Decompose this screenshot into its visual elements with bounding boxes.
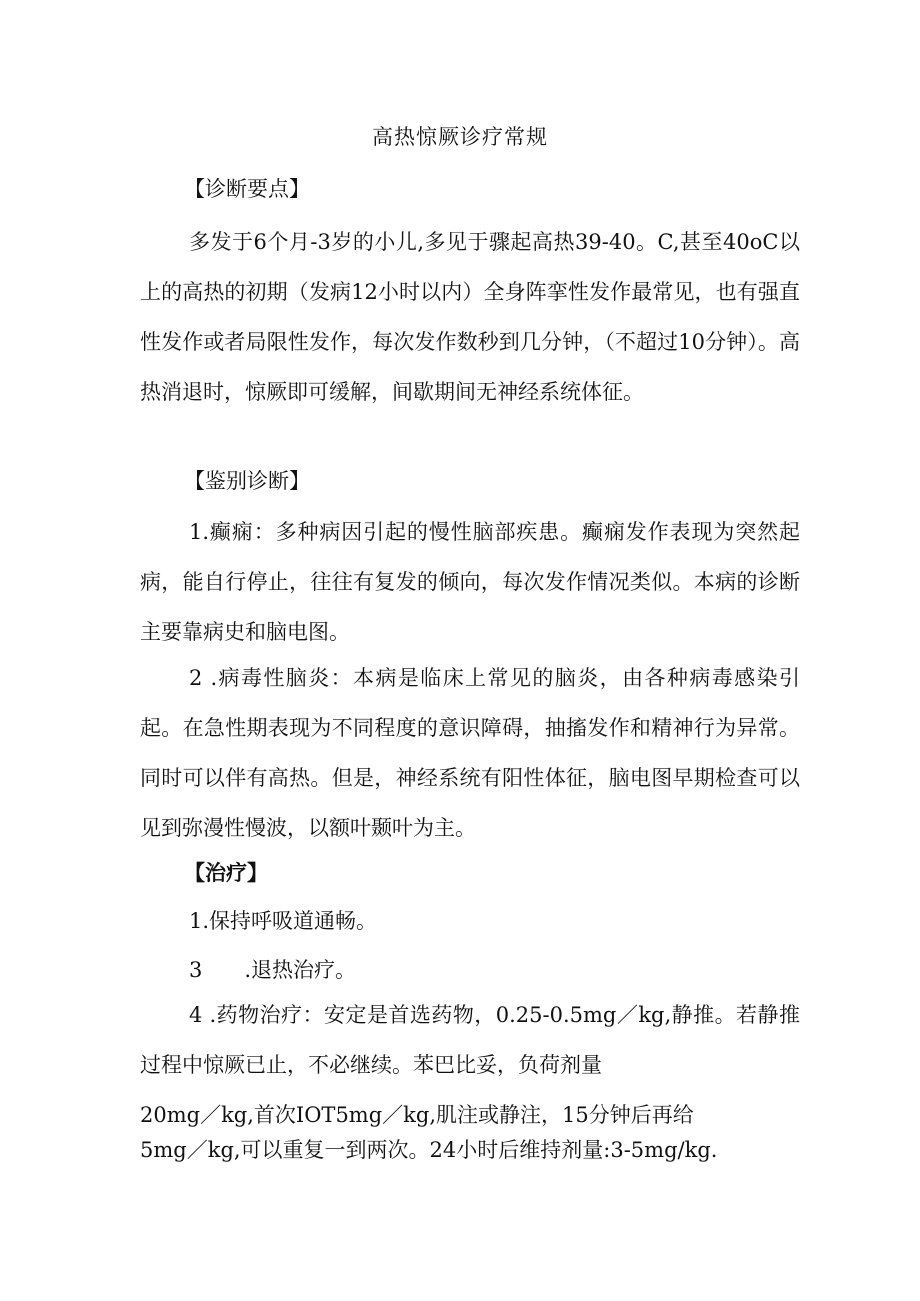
treatment-item-drugs-line: 20mg／kg,首次IOT5mg／kg,肌注或静注，15分钟后再给 — [140, 1103, 694, 1127]
differential-item-epilepsy: 1.癫痫：多种病因引起的慢性脑部疾患。癫痫发作表现为突然起病，能自行停止，往往有复发的倾向，每次发作情况类似。本病的诊断主要靠病史和脑电图。 — [140, 520, 800, 644]
treatment-item-drugs: 4 .药物治疗：安定是首选药物，0.25-0.5mg／kg,静推。若静推过程中惊厥已止，不必继续。苯巴比妥，负荷剂量 — [140, 1003, 800, 1077]
section-heading-treatment: 【治疗】 — [184, 860, 268, 885]
treatment-item-airway: 1.保持呼吸道通畅。 — [189, 909, 378, 933]
diagnosis-paragraph: 多发于6个月-3岁的小儿,多见于骤起高热39-40。C,甚至40oC以上的高热的初期（发病12小时以内）全身阵挛性发作最常见，也有强直性发作或者局限性发作，每次发作数秒到几分钟，（不超过10分钟）。高热消退时，惊厥即可缓解，间歇期间无神经系统体征。 — [140, 230, 800, 404]
section-heading-diagnosis: 【诊断要点】 — [184, 177, 310, 201]
differential-item-viral-encephalitis: 2 .病毒性脑炎：本病是临床上常见的脑炎，由各种病毒感染引起。在急性期表现为不同程度的意识障碍，抽搐发作和精神行为异常。同时可以伴有高热。但是，神经系统有阳性体征，脑电图早期检查可以见到弥漫性慢波，以额叶颞叶为主。 — [140, 666, 800, 840]
document-title: 高热惊厥诊疗常规 — [372, 125, 548, 149]
treatment-item-drugs-line: 5mg／kg,可以重复一到两次。24小时后维持剂量:3-5mg/kg. — [140, 1138, 718, 1162]
section-heading-differential: 【鉴别诊断】 — [184, 469, 310, 493]
treatment-item-antipyretic: 3 .退热治疗。 — [189, 958, 357, 982]
